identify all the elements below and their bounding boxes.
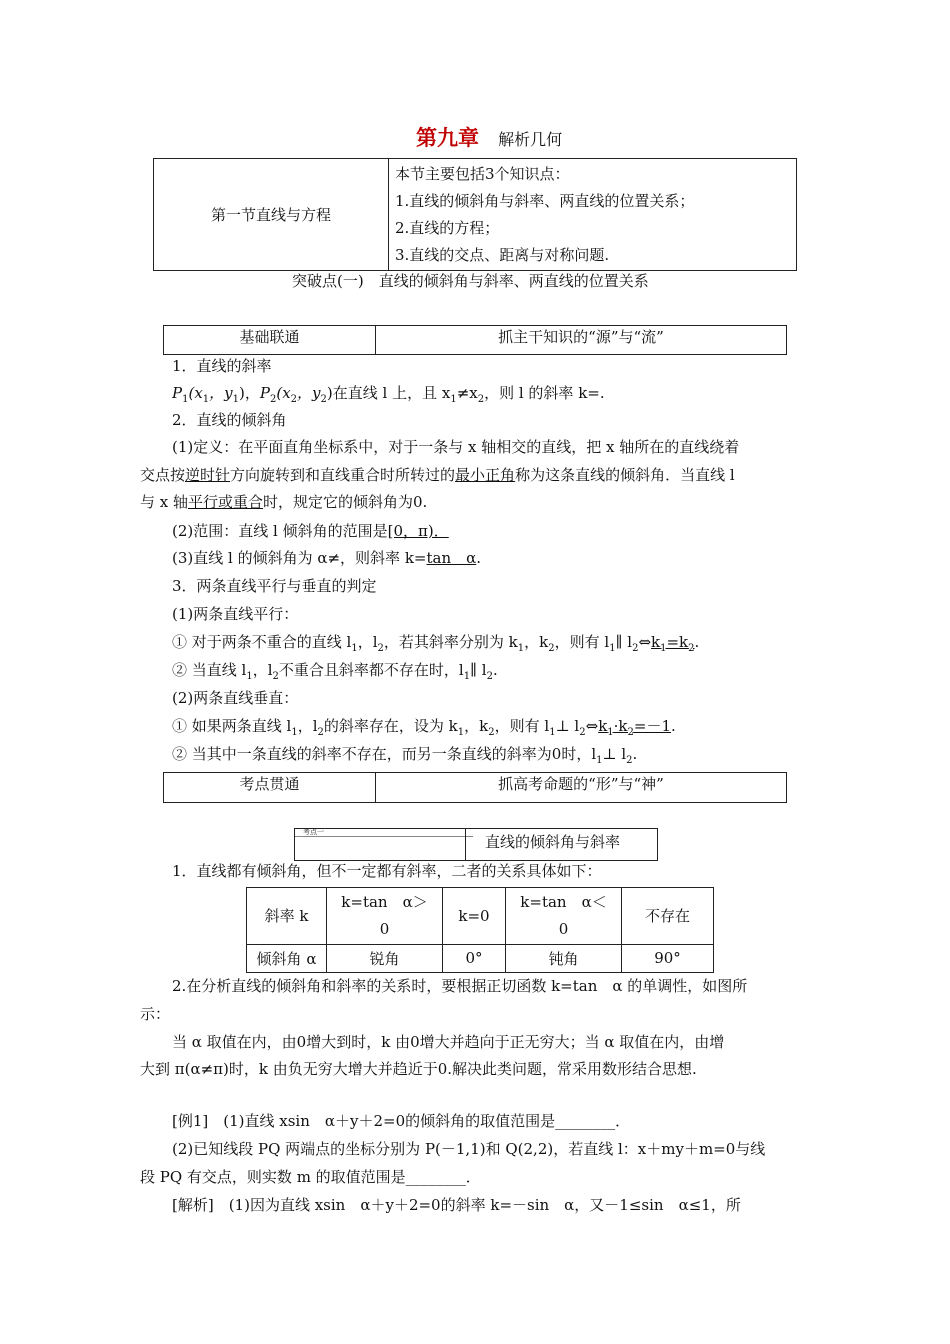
s2-slope: (3)直线 l 的倾斜角为 α≠，则斜率 k=tan α. <box>172 549 482 567</box>
overview-points-cell <box>389 159 797 271</box>
basics-bar-right: 抓主干知识的“源”与“流” <box>376 326 787 355</box>
basics-bar <box>163 325 787 355</box>
rel-angle-zero: 0° <box>443 944 506 972</box>
s3-perpendicular-2: ② 当其中一条直线的斜率不存在，而另一条直线的斜率为0时，$l_1\perp$ $l_2$. <box>172 745 638 766</box>
s3-perpendicular-heading: (2)两条直线垂直： <box>172 689 299 707</box>
monotonic-para-b: 示： <box>140 1005 171 1023</box>
example-line-3: 段 PQ 有交点，则实数 m 的取值范围是________． <box>140 1168 481 1186</box>
basics-bar-left: 基础联通 <box>164 326 376 355</box>
rel-angle-label: 倾斜角 α <box>247 944 327 972</box>
relation-table <box>246 887 714 973</box>
s3-parallel-2: ② 当直线 $l_1$，$l_2$不重合且斜率都不存在时，$l_1\parallel$ $l_2$. <box>172 661 498 682</box>
rel-slope-positive: k=tan α＞ 0 <box>327 888 443 945</box>
s1-slope-line: $P_1(x_1$，$y_1$)，$P_2(x_2$，$y_2$)在直线 l 上，且 $x_1\ne x_2$，则 l 的斜率 k=. <box>172 384 605 405</box>
exam-bar-right: 抓高考命题的“形”与“神” <box>376 773 787 803</box>
example-solution-line: [解析] (1)因为直线 xsin α＋y＋2=0的斜率 k=－sin α，又－1≤sin α≤1，所 <box>172 1196 741 1214</box>
chapter-number: 第九章 <box>416 126 479 150</box>
s2-definition-b: 交点按逆时针方向旋转到和直线重合时所转过的最小正角称为这条直线的倾斜角．当直线 l <box>140 466 735 484</box>
chapter-subject: 解析几何 <box>498 130 563 149</box>
topic-tag: 考点一 <box>295 829 473 837</box>
overview-item-2: 2.直线的方程； <box>395 218 500 237</box>
rel-slope-label: 斜率 k <box>247 888 327 945</box>
s1-heading: 1．直线的斜率 <box>172 357 272 375</box>
s3-perpendicular-1: ① 如果两条直线 $l_1$，$l_2$的斜率存在，设为 $k_1$，$k_2$，则有 $l_1\perp$ $l_2\Leftrightarrow k_1\cdot k_2=-1$. <box>172 717 676 738</box>
example-line-1: [例1] (1)直线 xsin α＋y＋2=0的倾斜角的取值范围是________． <box>172 1112 631 1130</box>
exam-bar-left: 考点贯通 <box>164 773 376 803</box>
s3-heading: 3．两条直线平行与垂直的判定 <box>172 577 377 595</box>
topic-title: 直线的倾斜角与斜率 <box>485 833 621 851</box>
rel-angle-obtuse: 钝角 <box>506 944 622 972</box>
overview-section-cell <box>154 159 389 271</box>
range-para-a: 当 α 取值在内，由0增大到时，k 由0增大并趋向于正无穷大；当 α 取值在内，由增 <box>172 1033 725 1051</box>
breakthrough-heading: 突破点(一) 直线的倾斜角与斜率、两直线的位置关系 <box>292 272 649 290</box>
monotonic-para-a: 2.在分析直线的倾斜角和斜率的关系时，要根据正切函数 k=tan α 的单调性，如图所 <box>172 977 748 995</box>
relation-intro: 1．直线都有倾斜角，但不一定都有斜率，二者的关系具体如下： <box>172 862 602 880</box>
topic-bar <box>294 828 658 861</box>
rel-slope-none: 不存在 <box>622 888 714 945</box>
range-para-b: 大到 π(α≠π)时，k 由负无穷大增大并趋近于0.解决此类问题，常采用数形结合思想. <box>140 1060 697 1078</box>
rel-slope-negative: k=tan α＜ 0 <box>506 888 622 945</box>
s2-definition-a: (1)定义：在平面直角坐标系中，对于一条与 x 轴相交的直线，把 x 轴所在的直线绕着 <box>172 438 740 456</box>
example-line-2: (2)已知线段 PQ 两端点的坐标分别为 P(－1,1)和 Q(2,2)，若直线 l：x＋my＋m=0与线 <box>172 1140 766 1158</box>
rel-angle-acute: 锐角 <box>327 944 443 972</box>
overview-section: 第一节直线与方程 <box>210 206 331 224</box>
rel-angle-right: 90° <box>622 944 714 972</box>
exam-bar <box>163 772 787 803</box>
s2-heading: 2．直线的倾斜角 <box>172 411 287 429</box>
overview-table <box>153 158 797 271</box>
rel-slope-zero: k=0 <box>443 888 506 945</box>
overview-item-3: 3.直线的交点、距离与对称问题. <box>395 245 610 264</box>
s3-parallel-heading: (1)两条直线平行： <box>172 605 299 623</box>
s2-definition-c: 与 x 轴平行或重合时，规定它的倾斜角为0. <box>140 493 428 511</box>
topic-divider <box>465 829 466 860</box>
overview-intro: 本节主要包括3个知识点： <box>395 164 570 183</box>
chapter-title <box>416 122 562 152</box>
s3-parallel-1: ① 对于两条不重合的直线 $l_1$，$l_2$，若其斜率分别为 $k_1$，$k_2$，则有 $l_1\parallel$ $l_2\Leftrightarrow k_1=k_2$. <box>172 633 700 654</box>
overview-item-1: 1.直线的倾斜角与斜率、两直线的位置关系； <box>395 191 695 210</box>
s2-range: (2)范围：直线 l 倾斜角的范围是[0，π)． <box>172 522 449 540</box>
